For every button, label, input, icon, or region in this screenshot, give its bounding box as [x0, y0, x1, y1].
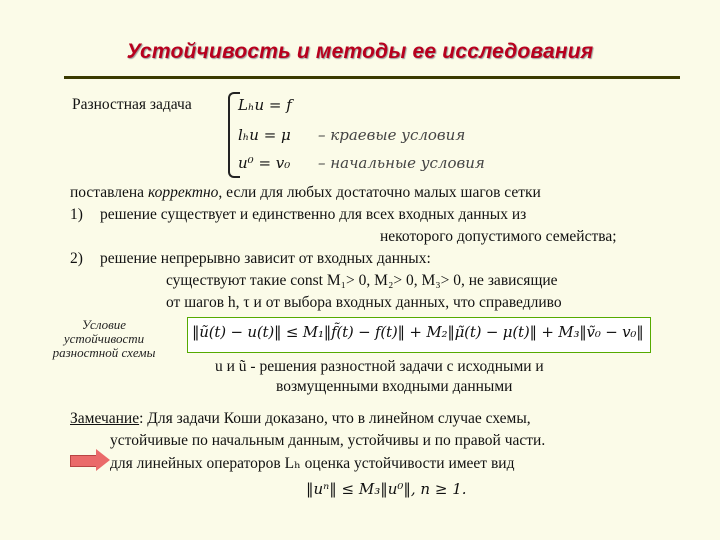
solutions-note-line-1: u и ũ - решения разностной задачи с исходными и	[215, 358, 544, 375]
item-2-text: решение непрерывно зависит от входных данных:	[100, 250, 431, 267]
item-2-number: 2)	[70, 250, 83, 267]
stability-label	[34, 318, 174, 360]
boundary-note: – краевые условия	[318, 126, 466, 144]
item-1-number: 1)	[70, 206, 83, 223]
initial-note: – начальные условия	[318, 154, 485, 172]
stability-label-line-3: разностной схемы	[52, 345, 156, 360]
arrow-right-icon-head	[96, 449, 110, 471]
page-title: Устойчивость и методы ее исследования	[126, 40, 594, 63]
statement-part-c: , если для любых достаточно малых шагов сетки	[218, 184, 541, 201]
item-2-continuation-2: от шагов h, τ и от выбора входных данных, что справедливо	[166, 294, 562, 311]
arrow-right-icon	[70, 455, 98, 467]
equation-initial: u⁰ = v₀	[238, 154, 291, 172]
remark-formula: ‖uⁿ‖ ≤ M₃‖u⁰‖, n ≥ 1.	[306, 480, 467, 498]
item-1-text: решение существует и единственно для всех входных данных из	[100, 206, 527, 223]
equation-main: Lₕu = f	[238, 96, 292, 114]
remark-line-1	[70, 410, 531, 428]
statement-line	[70, 184, 541, 202]
stability-label-line-2: устойчивости	[63, 331, 145, 346]
remark-line-3: для линейных операторов Lₕ оценка устойчивости имеет вид	[110, 455, 515, 472]
title-underline	[64, 76, 680, 79]
item-2-continuation-1: существуют такие const M₁> 0, M₂> 0, M₃> 0, не зависящие	[166, 272, 558, 289]
statement-part-a: поставлена	[70, 184, 148, 201]
remark-text-1: : Для задачи Коши доказано, что в линейном случае схемы,	[139, 410, 531, 427]
equation-boundary: lₕu = μ	[238, 126, 291, 144]
stability-formula: ‖ũ(t) − u(t)‖ ≤ M₁‖f̃(t) − f(t)‖ + M₂‖μ̃(t) − μ(t)‖ + M₃‖ṽ₀ − v₀‖	[192, 323, 644, 341]
problem-label: Разностная задача	[72, 96, 192, 113]
remark-label: Замечание	[70, 410, 140, 427]
item-1-continuation: некоторого допустимого семейства;	[380, 228, 617, 245]
statement-correct: корректно	[147, 184, 219, 201]
solutions-note-line-2: возмущенными входными данными	[276, 378, 513, 395]
stability-label-line-1: Условие	[81, 317, 127, 332]
remark-line-2: устойчивые по начальным данным, устойчивы и по правой части.	[110, 432, 546, 449]
